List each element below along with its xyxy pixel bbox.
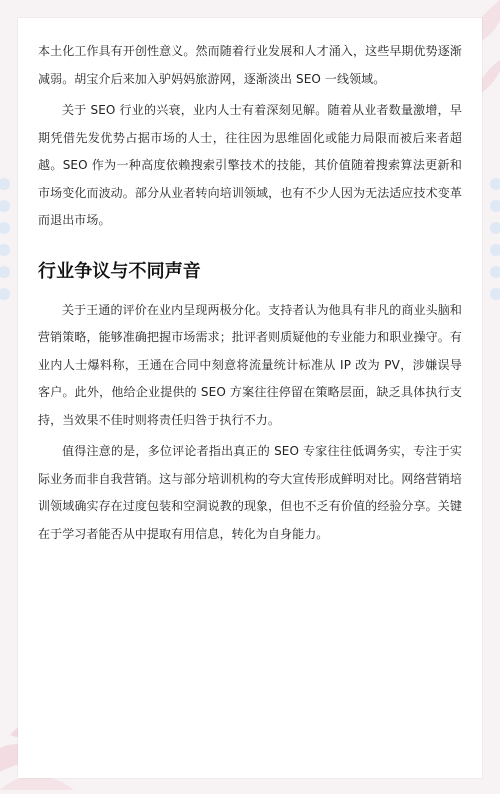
decor-dot xyxy=(0,200,10,212)
decor-dot xyxy=(490,178,500,190)
decor-dot xyxy=(0,266,10,278)
decor-dot xyxy=(490,222,500,234)
decor-dot xyxy=(0,288,10,300)
paragraph: 值得注意的是，多位评论者指出真正的 SEO 专家往往低调务实，专注于实际业务而非自我营销。这与部分培训机构的夸大宣传形成鲜明对比。网络营销培训领域确实存在过度包装和空洞说教的现象，但也不乏有价值的经验分享。关键在于学习者能否从中提取有用信息，转化为自身能力。 xyxy=(38,444,462,541)
section-title: 行业争议与不同声音 xyxy=(38,260,201,282)
decor-dot xyxy=(0,244,10,256)
decor-dot xyxy=(490,244,500,256)
decor-dot xyxy=(0,222,10,234)
decor-dot xyxy=(490,200,500,212)
document-page xyxy=(18,18,482,778)
decor-dot xyxy=(490,288,500,300)
paragraph: 关于王通的评价在业内呈现两极分化。支持者认为他具有非凡的商业头脑和营销策略，能够准确把握市场需求；批评者则质疑他的专业能力和职业操守。有业内人士爆料称，王通在合同中刻意将流量统计标准从 IP 改为 PV，涉嫌误导客户。此外，他给企业提供的 SEO 方案往往停留在策略层面，缺乏具体执行支持，当效果不佳时则将责任归咎于执行不力。 xyxy=(38,302,462,427)
decor-dot xyxy=(490,266,500,278)
decor-dot xyxy=(0,178,10,190)
paragraph: 关于 SEO 行业的兴衰，业内人士有着深刻见解。随着从业者数量激增，早期凭借先发优势占据市场的人士，往往因为思维固化或能力局限而被后来者超越。SEO 作为一种高度依赖搜索引擎技术的技能，其价值随着搜索算法更新和市场变化而波动。部分从业者转向培训领域，也有不少人因为无法适应技术变革而退出市场。 xyxy=(38,103,462,227)
paragraph: 本土化工作具有开创性意义。然而随着行业发展和人才涌入，这些早期优势逐渐减弱。胡宝介后来加入驴妈妈旅游网，逐渐淡出 SEO 一线领域。 xyxy=(38,44,462,86)
document-content xyxy=(38,38,462,548)
